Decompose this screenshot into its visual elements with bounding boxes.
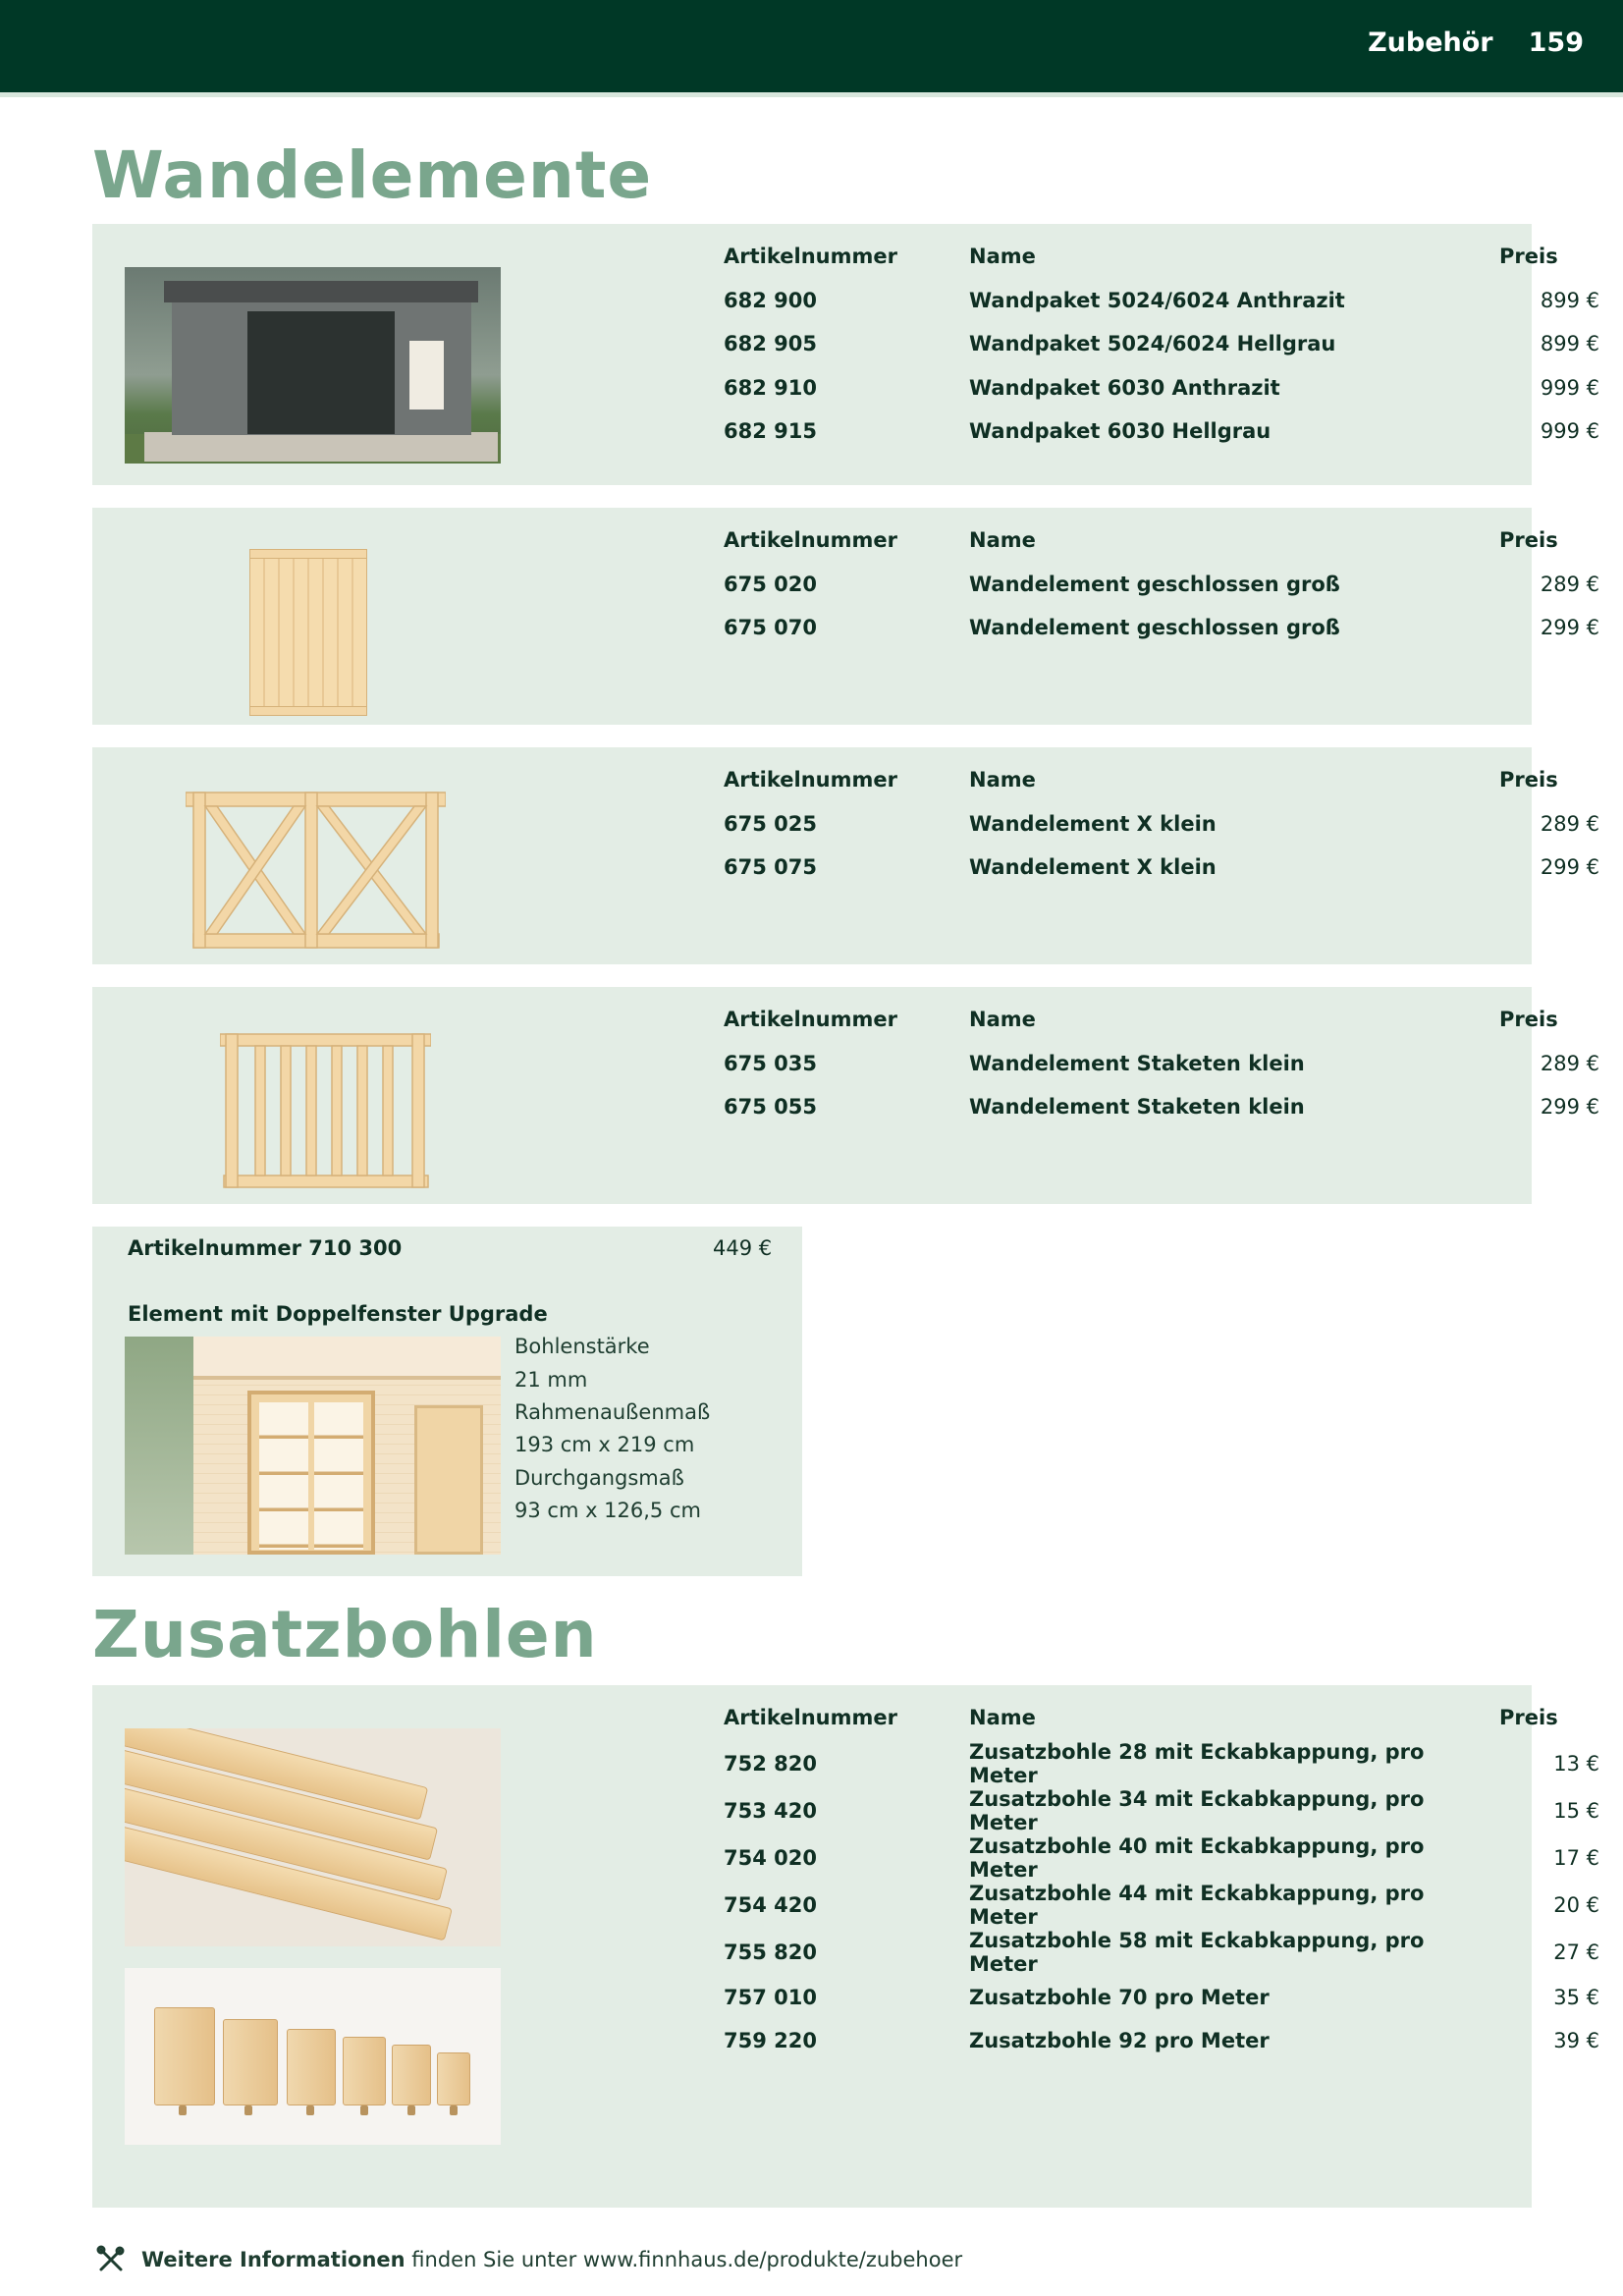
table-row (724, 606, 1603, 650)
table-row (724, 279, 1603, 323)
product-price: 899 € (1540, 288, 1599, 312)
product-price: 999 € (1540, 419, 1599, 444)
header-nr: Artikelnummer (724, 1706, 897, 1730)
product-panel-wall-packages (92, 224, 1599, 485)
picket-wall-element-image (220, 1028, 431, 1190)
article-number: 752 820 (724, 1751, 817, 1776)
product-price: 299 € (1540, 1095, 1599, 1120)
spec-line: 93 cm x 126,5 cm (514, 1499, 701, 1522)
single-price: 449 € (713, 1236, 773, 1260)
product-table (724, 519, 1603, 650)
page-header (0, 0, 1623, 92)
article-number: 754 420 (724, 1892, 817, 1917)
header-name: Name (969, 245, 1036, 269)
header-nr: Artikelnummer (724, 1008, 897, 1032)
table-row (724, 846, 1603, 890)
product-price: 899 € (1540, 332, 1599, 356)
table-row (724, 802, 1603, 847)
product-panel-double-window (92, 1227, 802, 1576)
article-number: 755 820 (724, 1940, 817, 1964)
header-name: Name (969, 768, 1036, 793)
article-number: 675 035 (724, 1051, 817, 1075)
product-name: Wandelement Staketen klein (969, 1095, 1305, 1120)
article-number: 675 075 (724, 855, 817, 880)
article-number: 675 055 (724, 1095, 817, 1120)
product-panel-x-element (92, 747, 1599, 964)
header-section-label: Zubehör (1368, 27, 1493, 58)
product-name: Zusatzbohle 44 mit Eckabkappung, pro Meter (969, 1881, 1425, 1929)
double-window-image (125, 1337, 501, 1555)
article-number: 675 025 (724, 811, 817, 836)
product-panel-closed-element (92, 508, 1599, 725)
article-number: 754 020 (724, 1845, 817, 1870)
product-price: 999 € (1540, 375, 1599, 400)
boards-photo (125, 1728, 501, 1946)
header-nr: Artikelnummer (724, 528, 897, 553)
table-row (724, 1787, 1603, 1834)
product-name: Wandelement X klein (969, 811, 1217, 836)
product-price: 17 € (1553, 1845, 1599, 1870)
table-row (724, 1882, 1603, 1929)
product-table (724, 998, 1603, 1129)
spec-line: Bohlenstärke (514, 1335, 650, 1358)
header-nr: Artikelnummer (724, 245, 897, 269)
table-header-row (724, 519, 1603, 563)
product-name: Wandelement Staketen klein (969, 1051, 1305, 1075)
product-price: 289 € (1540, 1051, 1599, 1075)
table-row (724, 410, 1603, 454)
header-price: Preis (1499, 1706, 1558, 1730)
pavilion-photo (125, 267, 501, 464)
table-row (724, 1976, 1603, 2020)
product-name: Wandpaket 5024/6024 Anthrazit (969, 288, 1345, 312)
header-name: Name (969, 1008, 1036, 1032)
article-number: 759 220 (724, 2029, 817, 2053)
product-name: Zusatzbohle 92 pro Meter (969, 2029, 1270, 2053)
table-row (724, 366, 1603, 410)
product-price: 299 € (1540, 616, 1599, 640)
product-name: Zusatzbohle 58 mit Eckabkappung, pro Meter (969, 1928, 1425, 1976)
header-name: Name (969, 1706, 1036, 1730)
section-title-zusatzbohlen: Zusatzbohlen (92, 1597, 598, 1672)
article-number: 753 420 (724, 1798, 817, 1823)
spec-line: Rahmenaußenmaß (514, 1400, 711, 1424)
footer-strong-text: Weitere Informationen (141, 2248, 406, 2271)
product-name: Wandelement geschlossen groß (969, 572, 1340, 596)
closed-wall-element-image (249, 549, 367, 716)
table-header-row (724, 1696, 1603, 1740)
product-name: Wandpaket 5024/6024 Hellgrau (969, 332, 1336, 356)
single-article-number: Artikelnummer 710 300 (128, 1236, 403, 1260)
single-title: Element mit Doppelfenster Upgrade (128, 1302, 548, 1326)
product-table (724, 235, 1603, 454)
article-number: 757 010 (724, 1985, 817, 2009)
product-table (724, 758, 1603, 890)
product-price: 35 € (1553, 1985, 1599, 2009)
header-price: Preis (1499, 245, 1558, 269)
product-price: 299 € (1540, 855, 1599, 880)
product-name: Zusatzbohle 70 pro Meter (969, 1985, 1270, 2009)
product-price: 27 € (1553, 1940, 1599, 1964)
product-price: 15 € (1553, 1798, 1599, 1823)
product-name: Zusatzbohle 34 mit Eckabkappung, pro Meter (969, 1786, 1425, 1834)
header-price: Preis (1499, 1008, 1558, 1032)
section-title-wandelemente: Wandelemente (92, 137, 653, 213)
table-row (724, 1929, 1603, 1976)
article-number: 682 905 (724, 332, 817, 356)
x-wall-element-image (186, 787, 446, 954)
product-table (724, 1696, 1603, 2063)
header-price: Preis (1499, 528, 1558, 553)
spec-line: 21 mm (514, 1368, 588, 1392)
table-row (724, 1085, 1603, 1129)
header-name: Name (969, 528, 1036, 553)
article-number: 675 020 (724, 572, 817, 596)
table-header-row (724, 758, 1603, 802)
footer-link-text[interactable]: finden Sie unter www.finnhaus.de/produkte/zubehoer (411, 2248, 963, 2271)
product-name: Wandelement X klein (969, 855, 1217, 880)
article-number: 682 910 (724, 375, 817, 400)
table-row (724, 2019, 1603, 2063)
product-name: Zusatzbohle 40 mit Eckabkappung, pro Meter (969, 1833, 1425, 1882)
product-price: 20 € (1553, 1892, 1599, 1917)
product-price: 13 € (1553, 1751, 1599, 1776)
table-header-row (724, 998, 1603, 1042)
product-price: 39 € (1553, 2029, 1599, 2053)
footer-info (96, 2245, 962, 2274)
product-panel-extra-boards (92, 1685, 1599, 2208)
tools-icon (96, 2245, 126, 2274)
product-price: 289 € (1540, 572, 1599, 596)
board-profiles-photo (125, 1968, 501, 2145)
table-row (724, 1740, 1603, 1787)
spec-line: 193 cm x 219 cm (514, 1433, 695, 1456)
product-name: Wandpaket 6030 Anthrazit (969, 375, 1280, 400)
table-header-row (724, 235, 1603, 279)
table-row (724, 1834, 1603, 1882)
article-number: 675 070 (724, 616, 817, 640)
product-name: Wandelement geschlossen groß (969, 616, 1340, 640)
spec-line: Durchgangsmaß (514, 1466, 684, 1490)
article-number: 682 915 (724, 419, 817, 444)
product-name: Zusatzbohle 28 mit Eckabkappung, pro Meter (969, 1739, 1425, 1787)
header-divider (0, 92, 1623, 97)
header-price: Preis (1499, 768, 1558, 793)
product-panel-picket-element (92, 987, 1599, 1204)
page-number: 159 (1528, 27, 1584, 58)
header-nr: Artikelnummer (724, 768, 897, 793)
article-number: 682 900 (724, 288, 817, 312)
product-price: 289 € (1540, 811, 1599, 836)
table-row (724, 563, 1603, 607)
table-row (724, 1042, 1603, 1086)
table-row (724, 322, 1603, 366)
product-name: Wandpaket 6030 Hellgrau (969, 419, 1271, 444)
